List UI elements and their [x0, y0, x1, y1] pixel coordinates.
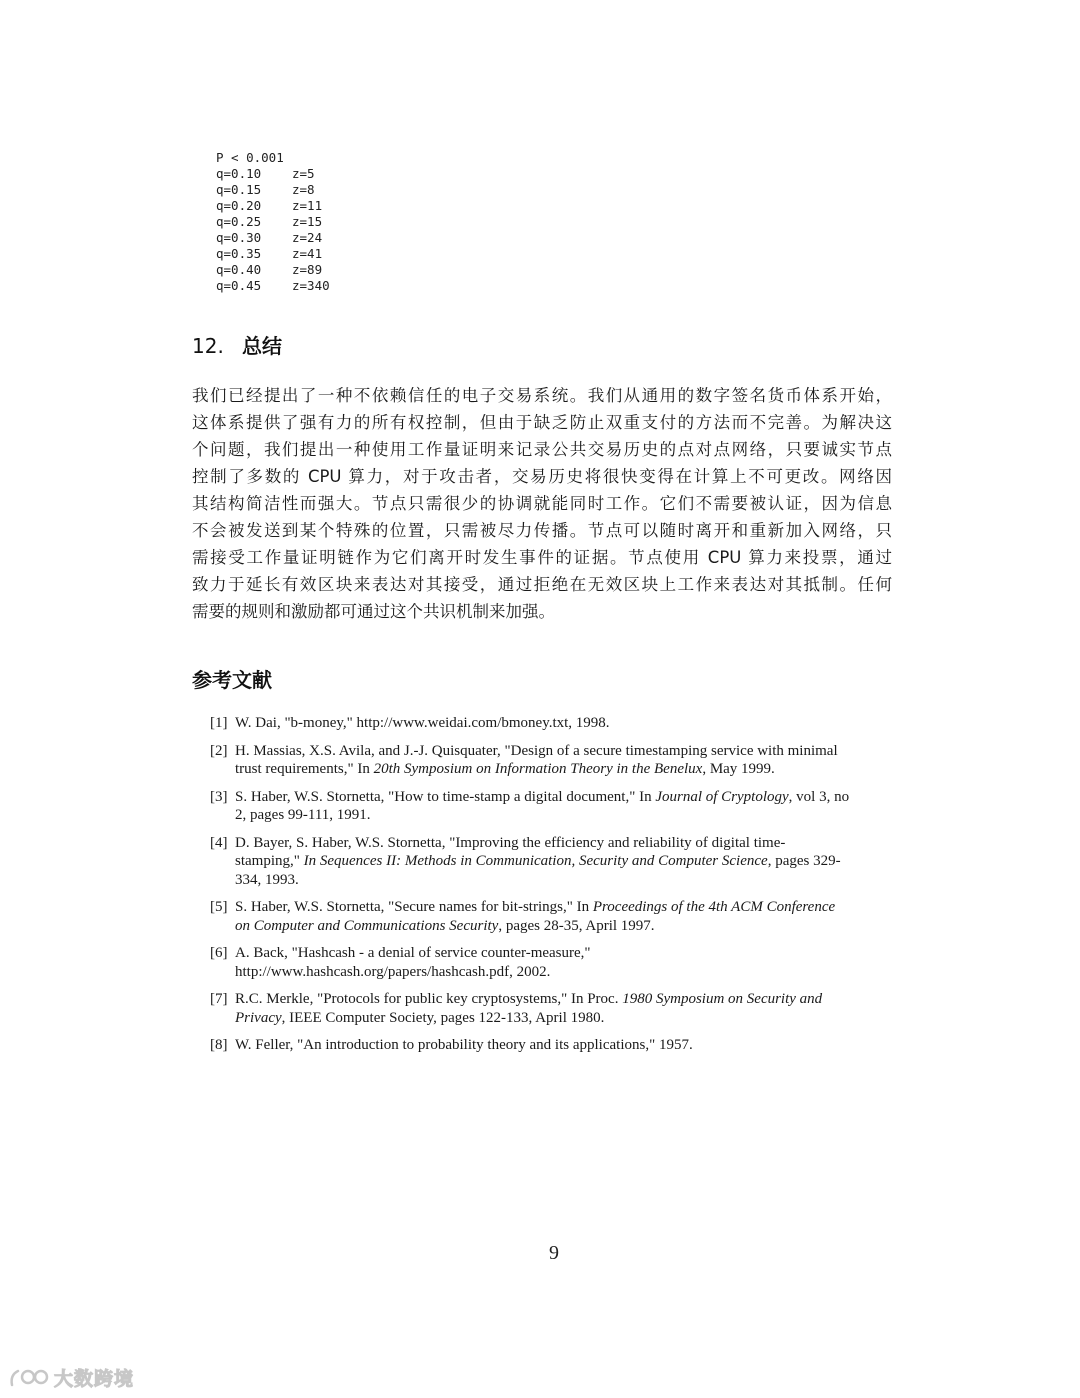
reference-text: , May 1999. — [702, 761, 775, 777]
reference-line — [235, 714, 882, 733]
summary-line: 个问题，我们提出一种使用工作量证明来记录公共交易历史的点对点网络，只要诚实节点 — [192, 440, 892, 459]
reference-text: , pages 28-35, April 1997. — [498, 917, 655, 934]
code-row — [216, 230, 330, 246]
code-z-value: z=15 — [292, 214, 323, 229]
code-q-value: q=0.30 — [216, 230, 262, 245]
reference-line — [235, 788, 882, 807]
code-row — [216, 262, 330, 278]
reference-venue-text: 20th Symposium on Information Theory in the Benelux — [373, 761, 703, 777]
reference-venue-text: Proceedings of the 4th ACM Conference — [592, 899, 836, 915]
reference-item — [210, 714, 882, 733]
reference-item — [210, 834, 882, 890]
code-row — [216, 214, 330, 230]
reference-text: , pages 329- — [767, 853, 841, 869]
summary-line: 控制了多数的 CPU 算力，对于攻击者，交易历史将很快变得在计算上不可更改。网络因 — [192, 467, 892, 486]
reference-line — [235, 963, 882, 982]
reference-line — [235, 852, 882, 871]
code-q-value: q=0.10 — [216, 166, 262, 181]
reference-line — [235, 990, 882, 1009]
code-z-value: z=340 — [292, 278, 330, 293]
reference-line — [235, 1036, 882, 1055]
code-header: P < 0.001 — [216, 150, 284, 165]
code-q-value: q=0.25 — [216, 214, 262, 229]
reference-number: [4] — [210, 834, 228, 851]
section-number: 12. — [192, 334, 224, 358]
code-row — [216, 182, 330, 198]
section-heading — [192, 330, 282, 359]
code-z-value: z=41 — [292, 246, 323, 261]
reference-venue-text: 1980 Symposium on Security and — [622, 991, 823, 1007]
code-q-value: q=0.35 — [216, 246, 262, 261]
reference-text: S. Haber, W.S. Stornetta, "Secure names for bit-strings," In — [235, 899, 593, 915]
reference-line — [235, 806, 882, 825]
reference-text: 334, 1993. — [235, 871, 299, 888]
watermark-text: 大数跨境 — [54, 1367, 135, 1390]
code-row — [216, 246, 330, 262]
summary-line: 不会被发送到某个特殊的位置，只需被尽力传播。节点可以随时离开和重新加入网络，只 — [192, 521, 892, 540]
summary-line: 我们已经提出了一种不依赖信任的电子交易系统。我们从通用的数字签名货币体系开始， — [192, 386, 892, 405]
reference-number: [5] — [210, 899, 228, 915]
summary-line: 需接受工作量证明链作为它们离开时发生事件的证据。节点使用 CPU 算力来投票，通过 — [192, 548, 892, 567]
reference-line — [235, 898, 882, 917]
reference-number: [7] — [210, 991, 228, 1007]
code-z-value: z=5 — [292, 166, 315, 181]
summary-paragraph — [192, 382, 892, 625]
reference-item — [210, 742, 882, 779]
code-z-value: z=8 — [292, 182, 315, 197]
reference-number: [1] — [210, 715, 228, 731]
reference-text: R.C. Merkle, "Protocols for public key cryptosystems," In Proc. — [235, 991, 623, 1007]
code-row — [216, 166, 330, 182]
page-number: 9 — [549, 1242, 559, 1264]
reference-item — [210, 990, 882, 1027]
reference-number: [2] — [210, 742, 228, 759]
code-z-value: z=24 — [292, 230, 323, 245]
reference-number: [3] — [210, 788, 228, 805]
reference-text: H. Massias, X.S. Avila, and J.-J. Quisquater, "Design of a secure timestamping service with minimal — [235, 742, 838, 759]
reference-text: W. Feller, "An introduction to probability theory and its applications," 1957. — [235, 1037, 693, 1053]
summary-line: 需要的规则和激励都可通过这个共识机制来加强。 — [192, 602, 555, 621]
reference-item — [210, 898, 882, 935]
reference-venue-text: on Computer and Communications Security — [235, 917, 499, 934]
code-rows — [216, 166, 330, 294]
code-row — [216, 198, 330, 214]
reference-text: trust requirements," In — [235, 761, 374, 777]
reference-item — [210, 944, 882, 981]
reference-text: W. Dai, "b-money," http://www.weidai.com/bmoney.txt, 1998. — [235, 715, 610, 731]
reference-venue-text: Journal of Cryptology — [655, 788, 789, 805]
reference-text: http://www.hashcash.org/papers/hashcash.pdf, 2002. — [235, 963, 551, 980]
references-heading: 参考文献 — [192, 668, 272, 692]
reference-text: stamping," — [235, 853, 304, 869]
probability-code-block — [216, 150, 330, 294]
reference-line — [235, 834, 882, 853]
section-title: 总结 — [242, 334, 282, 358]
summary-line: 这体系提供了强有力的所有权控制，但由于缺乏防止双重支付的方法而不完善。为解决这 — [192, 413, 892, 432]
summary-line: 致力于延长有效区块来表达对其接受，通过拒绝在无效区块上工作来表达对其抵制。任何 — [192, 575, 892, 594]
reference-line — [235, 871, 882, 890]
reference-venue-text: In Sequences II: Methods in Communication, Security and Computer Science — [303, 853, 768, 869]
watermark-logo-icon — [8, 1365, 50, 1389]
reference-line — [235, 760, 882, 779]
summary-line: 其结构简洁性而强大。节点只需很少的协调就能同时工作。它们不需要被认证，因为信息 — [192, 494, 892, 513]
code-row — [216, 278, 330, 294]
reference-line — [235, 742, 882, 761]
reference-line — [235, 944, 882, 963]
reference-text: S. Haber, W.S. Stornetta, "How to time-stamp a digital document," In — [235, 788, 656, 805]
code-q-value: q=0.20 — [216, 198, 262, 213]
references-list — [210, 714, 882, 1064]
reference-line — [235, 917, 882, 936]
reference-item — [210, 1036, 882, 1055]
code-q-value: q=0.40 — [216, 262, 262, 277]
reference-text: 2, pages 99-111, 1991. — [235, 807, 371, 823]
reference-item — [210, 788, 882, 825]
reference-venue-text: Privacy — [235, 1009, 282, 1026]
reference-text: A. Back, "Hashcash - a denial of service counter-measure," — [235, 945, 591, 961]
code-q-value: q=0.45 — [216, 278, 262, 293]
reference-line — [235, 1009, 882, 1028]
reference-text: , IEEE Computer Society, pages 122-133, April 1980. — [281, 1009, 605, 1026]
reference-number: [8] — [210, 1037, 228, 1053]
code-z-value: z=89 — [292, 262, 323, 277]
code-z-value: z=11 — [292, 198, 323, 213]
code-q-value: q=0.15 — [216, 182, 262, 197]
reference-text: D. Bayer, S. Haber, W.S. Stornetta, "Improving the efficiency and reliability of digital time- — [235, 834, 786, 851]
reference-text: , vol 3, no — [788, 788, 850, 805]
watermark — [8, 1364, 134, 1390]
reference-number: [6] — [210, 945, 228, 961]
